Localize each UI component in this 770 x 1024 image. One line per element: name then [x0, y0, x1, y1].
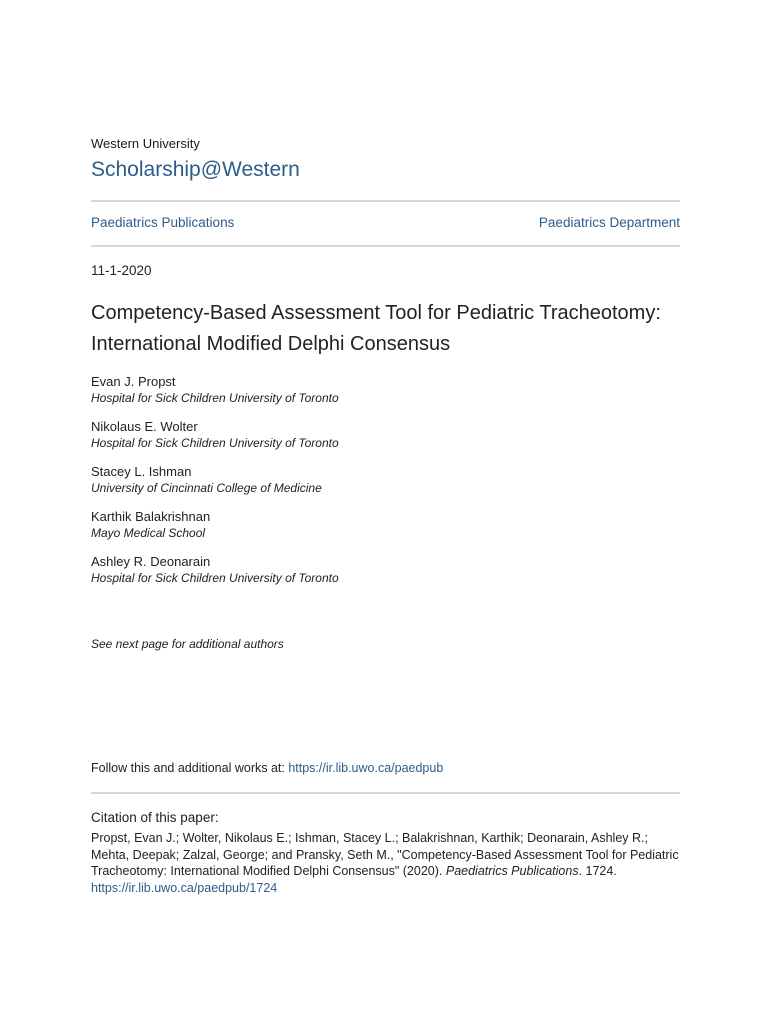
- citation-heading: Citation of this paper:: [91, 810, 219, 825]
- collection-link[interactable]: Paediatrics Publications: [91, 215, 235, 230]
- author-entry: [91, 418, 339, 451]
- author-entry: [91, 463, 339, 496]
- citation-body: [91, 830, 680, 896]
- author-entry: [91, 508, 339, 541]
- citation-number: . 1724.: [578, 864, 617, 878]
- author-entry: [91, 553, 339, 586]
- author-affiliation: Hospital for Sick Children University of Toronto: [91, 571, 339, 585]
- divider: [91, 792, 680, 794]
- follow-text: Follow this and additional works at:: [91, 761, 289, 775]
- author-name: Nikolaus E. Wolter: [91, 419, 198, 434]
- institution-name: Western University: [91, 136, 200, 151]
- author-affiliation: Hospital for Sick Children University of Toronto: [91, 391, 339, 405]
- repository-link[interactable]: Scholarship@Western: [91, 158, 300, 181]
- author-entry: [91, 373, 339, 406]
- author-affiliation: University of Cincinnati College of Medicine: [91, 481, 322, 495]
- author-name: Stacey L. Ishman: [91, 464, 192, 479]
- collection-url-link[interactable]: https://ir.lib.uwo.ca/paedpub: [288, 761, 444, 775]
- department-link[interactable]: Paediatrics Department: [538, 215, 680, 230]
- author-name: Evan J. Propst: [91, 374, 176, 389]
- publication-date: 11-1-2020: [91, 263, 152, 278]
- paper-title: Competency-Based Assessment Tool for Pediatric Tracheotomy: International Modified Delphi Consensus: [91, 302, 661, 355]
- additional-authors-note: See next page for additional authors: [91, 637, 284, 651]
- divider: [91, 200, 680, 202]
- follow-line: [91, 761, 443, 775]
- divider: [91, 245, 680, 247]
- citation-text: Propst, Evan J.; Wolter, Nikolaus E.; Ishman, Stacey L.; Balakrishnan, Karthik; Deonarain, Ashley R.; Mehta, Deepak; Zalzal, George; and Pransky, Seth M., "Competency-Based Assessment Tool for Pediatric Tracheotomy: International Modified Delphi Consensus" (2020).: [91, 831, 679, 878]
- author-name: Karthik Balakrishnan: [91, 509, 211, 524]
- author-affiliation: Hospital for Sick Children University of Toronto: [91, 436, 339, 450]
- citation-journal: Paediatrics Publications: [445, 864, 579, 878]
- citation-url-link[interactable]: https://ir.lib.uwo.ca/paedpub/1724: [91, 880, 278, 895]
- author-name: Ashley R. Deonarain: [91, 554, 211, 569]
- author-list: [91, 373, 339, 598]
- author-affiliation: Mayo Medical School: [91, 526, 206, 540]
